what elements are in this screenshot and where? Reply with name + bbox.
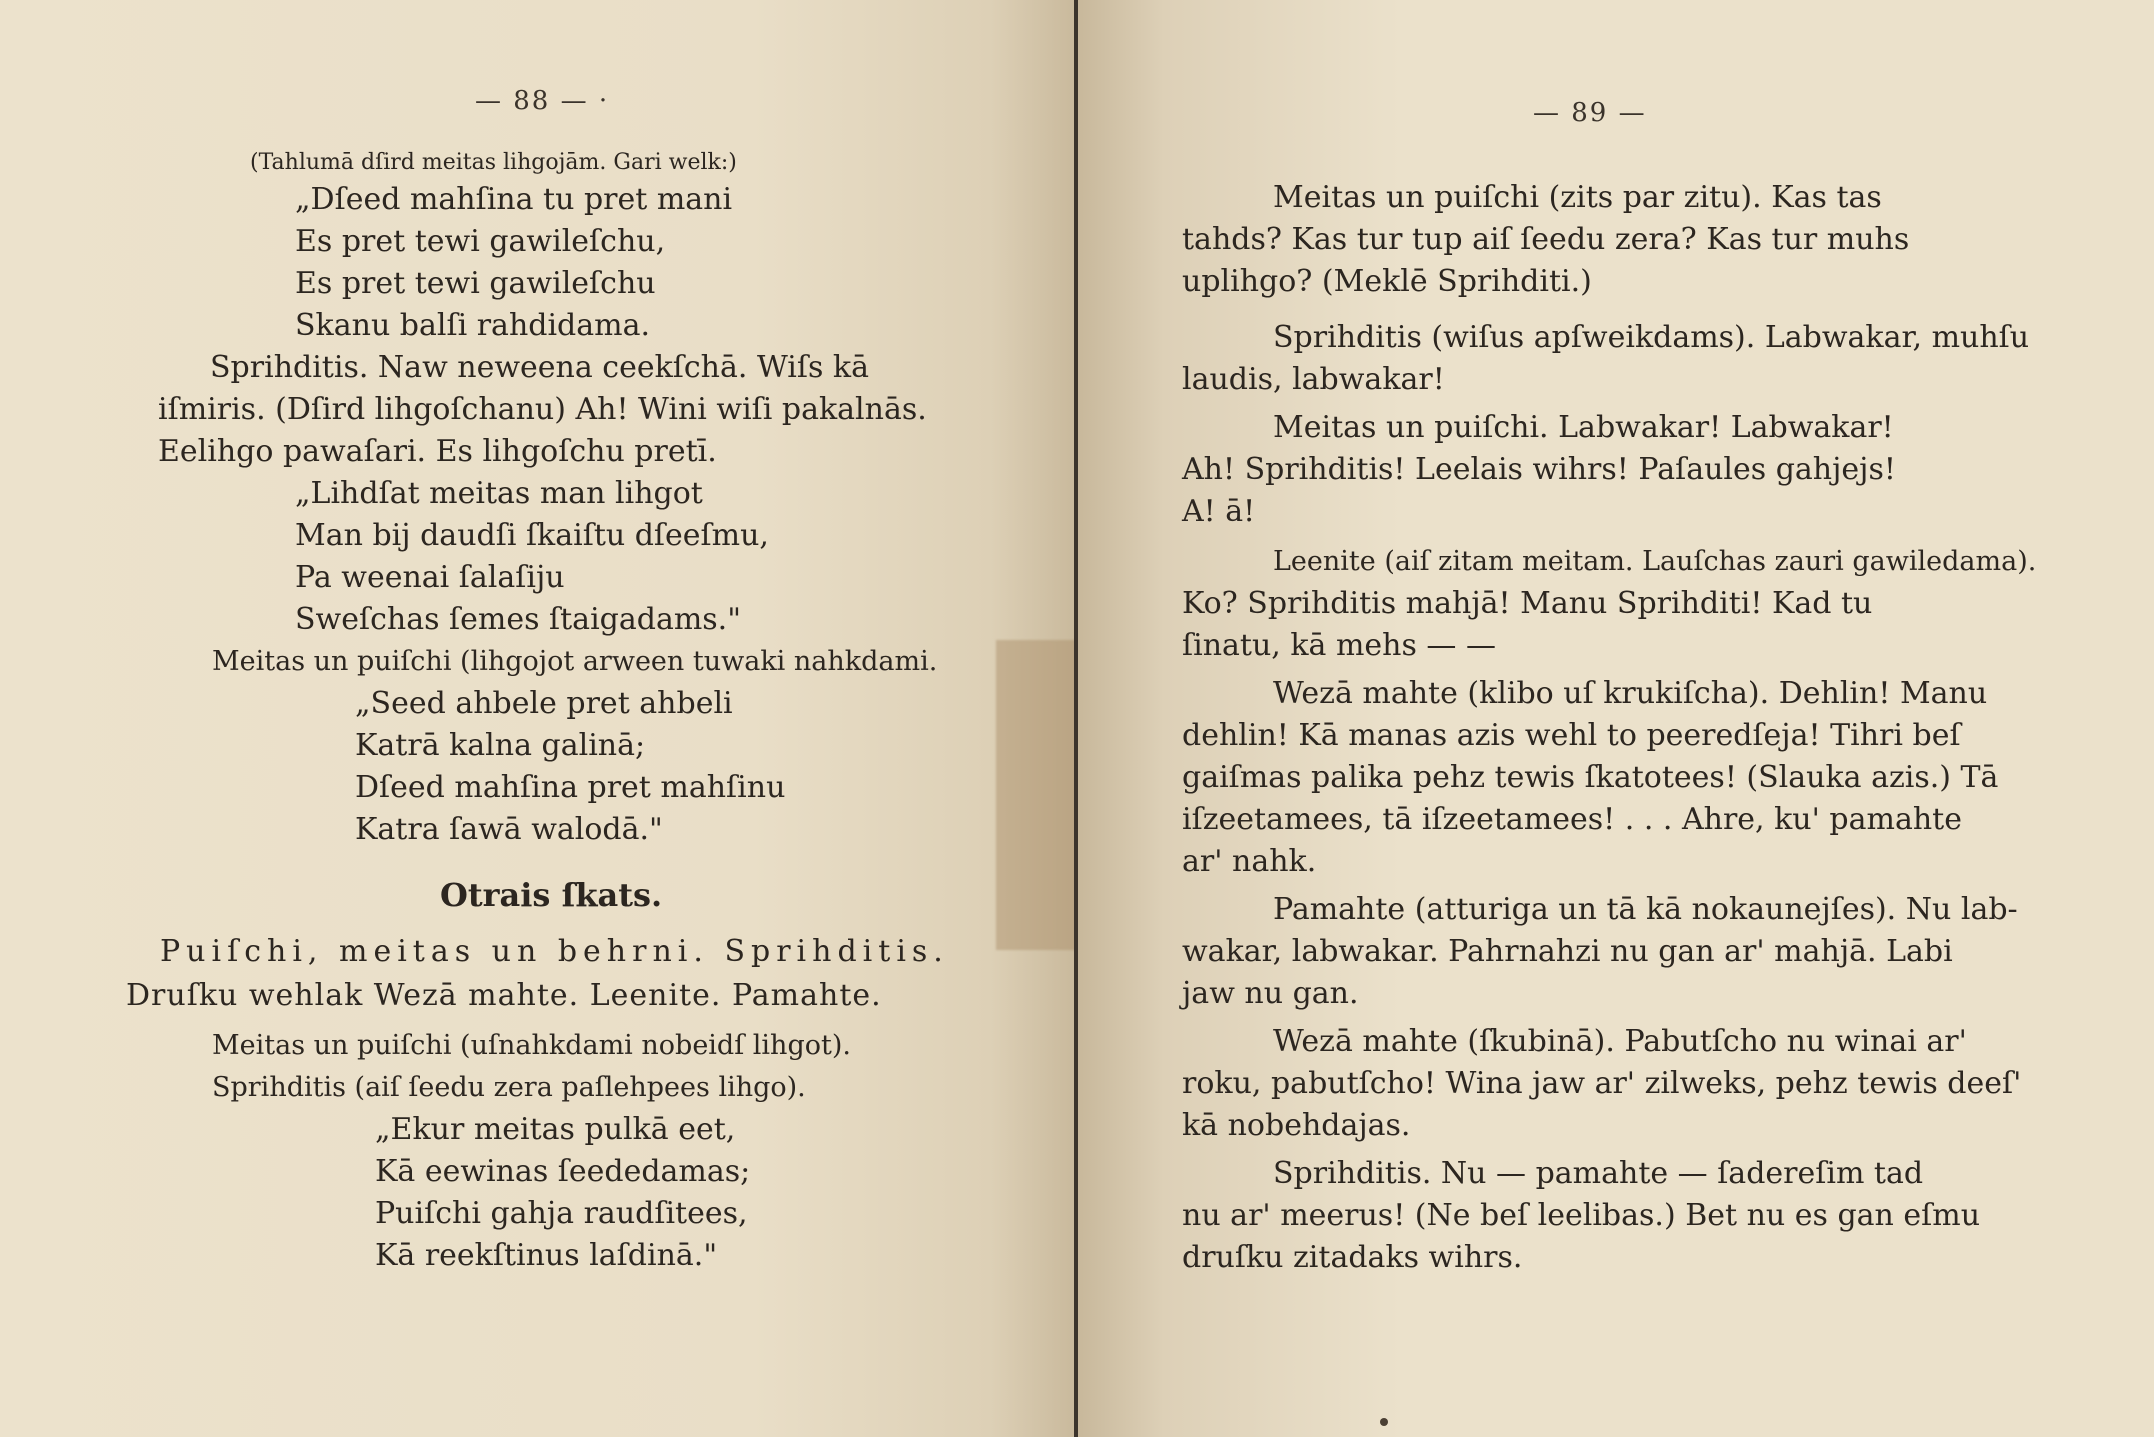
- verse-line: Es pret tewi gawileſchu,: [295, 224, 666, 259]
- prose-line: wakar, labwakar. Pahrnahzi nu gan ar' mahjā. Labi: [1182, 934, 1953, 969]
- speaker-line: Sprihditis. Nu — pamahte — ſadereſim tad: [1273, 1156, 1924, 1191]
- verse-line: Es pret tewi gawileſchu: [295, 266, 656, 301]
- prose-line: nu ar' meerus! (Ne beſ leelibas.) Bet nu es gan eſmu: [1182, 1198, 1981, 1233]
- prose-line: roku, pabutſcho! Wina jaw ar' zilweks, pehz tewis deeſ': [1182, 1066, 2022, 1101]
- prose-line: Eelihgo pawaſari. Es lihgoſchu pretī.: [158, 434, 717, 469]
- speaker-line: Wezā mahte (klibo uſ krukiſcha). Dehlin! Manu: [1273, 676, 1988, 711]
- left-page: [0, 0, 1076, 1437]
- speaker-line: Pamahte (atturiga un tā kā nokaunejſes). Nu lab-: [1273, 892, 2018, 927]
- prose-line: laudis, labwakar!: [1182, 362, 1445, 397]
- right-page: [1078, 0, 2154, 1437]
- prose-line: [210, 348, 966, 388]
- cast-line: Puiſchi, meitas un behrni. Sprihditis.: [160, 934, 949, 969]
- verse-line: Man bij daudſi ſkaiſtu dſeeſmu,: [295, 518, 769, 553]
- prose-line: ar' nahk.: [1182, 844, 1317, 879]
- speaker-line: Wezā mahte (ſkubinā). Pabutſcho nu winai ar': [1273, 1024, 1967, 1059]
- prose-line: Ko? Sprihditis mahjā! Manu Sprihditi! Kad tu: [1182, 586, 1873, 621]
- speaker-line: Meitas un puiſchi. Labwakar! Labwakar!: [1273, 410, 1894, 445]
- speaker-line: Meitas un puiſchi (uſnahkdami nobeidſ lihgot).: [212, 1030, 851, 1061]
- prose-line: iſzeetamees, tā iſzeetamees! . . . Ahre, ku' pamahte: [1182, 802, 1962, 837]
- verse-line: Dſeed mahſina pret mahſinu: [355, 770, 786, 805]
- verse-line: Kā eewinas ſeededamas;: [375, 1154, 751, 1189]
- prose-line: ſinatu, kā mehs — —: [1182, 628, 1496, 663]
- verse-line: „Dſeed mahſina tu pret mani: [295, 182, 733, 217]
- verse-line: Katrā kalna galinā;: [355, 728, 646, 763]
- cast-line: Druſku wehlak Wezā mahte. Leenite. Pamahte.: [126, 978, 882, 1013]
- speaker-line: Sprihditis (aiſ ſeedu zera paſlehpees lihgo).: [212, 1072, 806, 1103]
- verse-line: Kā reekſtinus laſdinā.": [375, 1238, 718, 1273]
- paper-stain: [996, 640, 1076, 950]
- stage-direction: (Tahlumā dſird meitas lihgojām. Gari welk:): [250, 150, 737, 175]
- prose-line: jaw nu gan.: [1182, 976, 1359, 1011]
- prose-line: gaiſmas palika pehz tewis ſkatotees! (Slauka azis.) Tā: [1182, 760, 1999, 795]
- verse-line: Katra ſawā walodā.": [355, 812, 663, 847]
- prose-line: tahds? Kas tur tup aiſ ſeedu zera? Kas tur muhs: [1182, 222, 1910, 257]
- speaker-line: Leenite (aiſ zitam meitam. Lauſchas zauri gawiledama).: [1273, 546, 2037, 577]
- prose-line: A! ā!: [1182, 494, 1256, 529]
- scene-heading: Otrais ſkats.: [440, 876, 663, 914]
- prose-line: druſku zitadaks wihrs.: [1182, 1240, 1523, 1275]
- verse-line: „Lihdſat meitas man lihgot: [295, 476, 703, 511]
- verse-line: Pa weenai ſalaſiju: [295, 560, 565, 595]
- prose-line: iſmiris. (Dſird lihgoſchanu) Ah! Wini wiſi pakalnās.: [158, 392, 927, 427]
- verse-line: Sweſchas ſemes ſtaigadams.": [295, 602, 742, 637]
- page-number-right: — 89 —: [1533, 98, 1647, 128]
- prose-line: Ah! Sprihditis! Leelais wihrs! Paſaules gahjejs!: [1182, 452, 1896, 487]
- speaker-line: Meitas un puiſchi (zits par zitu). Kas tas: [1273, 180, 1882, 215]
- ink-mark: [1380, 1418, 1388, 1426]
- prose-line: uplihgo? (Meklē Sprihditi.): [1182, 264, 1592, 299]
- prose-line: kā nobehdajas.: [1182, 1108, 1411, 1143]
- verse-line: „Ekur meitas pulkā eet,: [375, 1112, 736, 1147]
- speaker-line: Sprihditis (wiſus apſweikdams). Labwakar, muhſu: [1273, 320, 2030, 355]
- page-number-left: — 88 — ·: [475, 86, 610, 116]
- prose-line: dehlin! Kā manas azis wehl to peeredſeja! Tihri beſ: [1182, 718, 1961, 753]
- verse-line: „Seed ahbele pret ahbeli: [355, 686, 733, 721]
- verse-line: Puiſchi gahja raudſitees,: [375, 1196, 748, 1231]
- prose-text: Sprihditis. Naw neweena ceekſchā. Wiſs kā: [210, 350, 869, 385]
- speaker-line: Meitas un puiſchi (lihgojot arween tuwaki nahkdami.: [212, 646, 938, 677]
- verse-line: Skanu balſi rahdidama.: [295, 308, 651, 343]
